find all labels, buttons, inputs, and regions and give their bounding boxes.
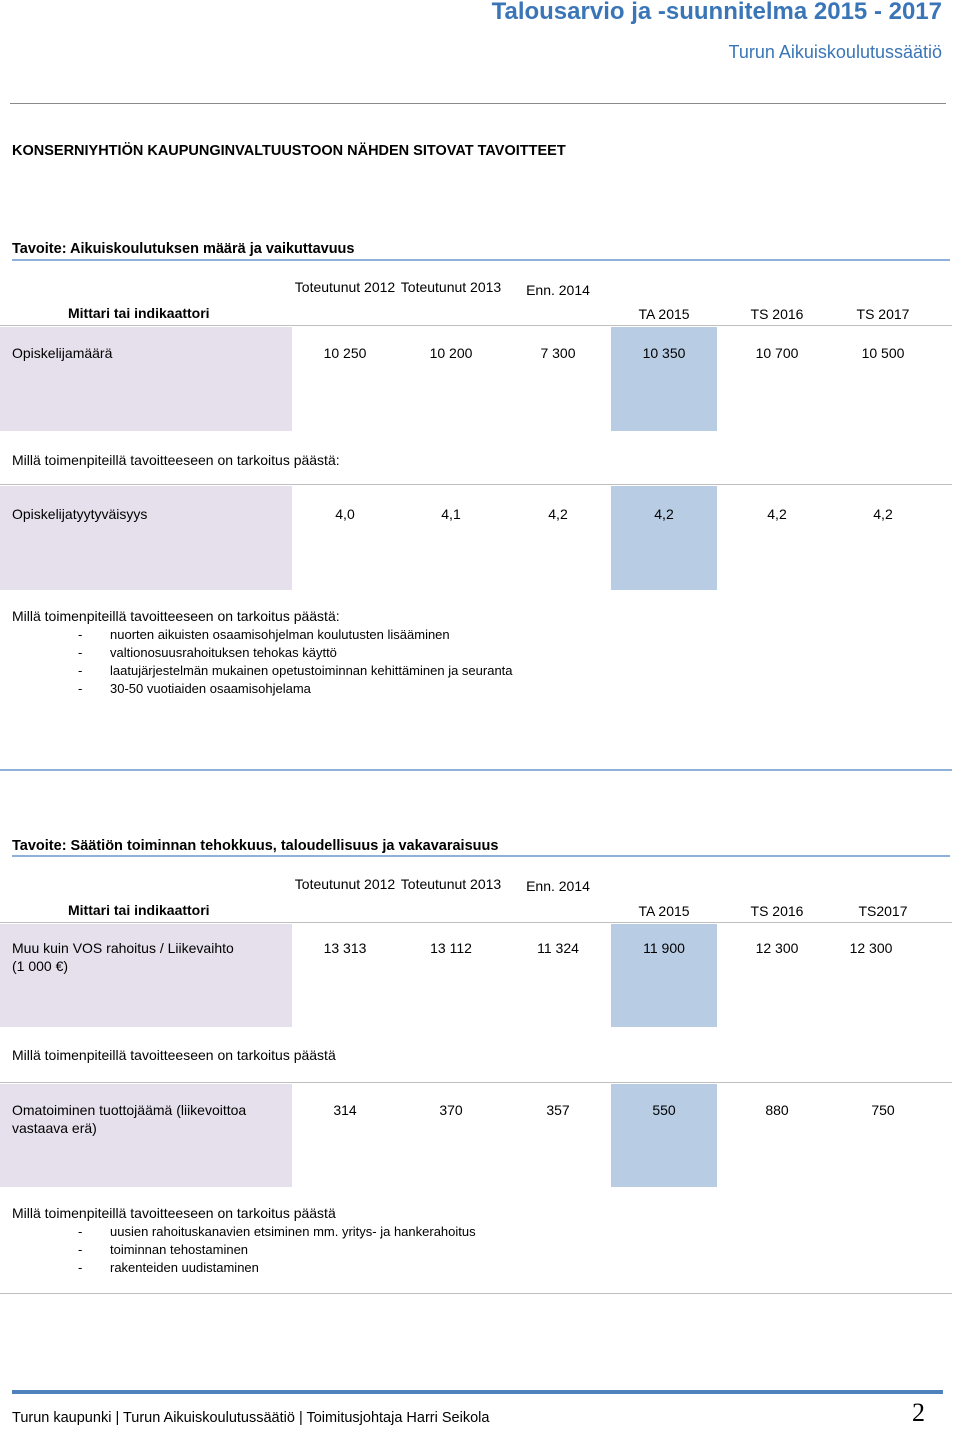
goal2-row2-label-line2: vastaava erä): [12, 1120, 97, 1136]
goal1-header-ts2017: TS 2017: [856, 306, 910, 322]
goal1-actions2-label: Millä toimenpiteillä tavoitteeseen on tarkoitus päästä:: [12, 608, 340, 624]
footer-divider: [12, 1390, 943, 1394]
goal1-row2-2012: 4,0: [335, 506, 355, 522]
goal1-header-divider: [0, 325, 952, 326]
list-item: - rakenteiden uudistaminen: [78, 1259, 476, 1277]
goal1-header-2013: Toteutunut 2013: [400, 279, 502, 295]
goal2-row1-label-line2: (1 000 €): [12, 958, 69, 974]
goal2-row2-2014: 357: [546, 1102, 570, 1118]
goal2-header-indicator: Mittari tai indikaattori: [68, 902, 210, 918]
goal1-row2-ta2015-cell: [611, 486, 717, 590]
goal2-header-2014: Enn. 2014: [526, 878, 590, 894]
goal1-row1-label-cell: [0, 327, 292, 431]
goal2-row2-ts2017: 750: [871, 1102, 895, 1118]
goal1-row1-2012: 10 250: [323, 345, 367, 361]
goal1-row1-2014: 7 300: [540, 345, 576, 361]
goal2-row-divider: [0, 1082, 952, 1083]
organization-name: Turun Aikuiskoulutussäätiö: [728, 42, 942, 62]
list-item: - valtionosuusrahoituksen tehokas käyttö: [78, 644, 513, 662]
goal1-row2-label: Opiskelijatyytyväisyys: [12, 506, 148, 522]
goal1-end-divider: [0, 769, 952, 771]
header-divider: [10, 103, 946, 104]
goal1-row2-ts2016: 4,2: [767, 506, 787, 522]
document-title: Talousarvio ja -suunnitelma 2015 - 2017: [491, 0, 942, 25]
goal1-row2-ts2017: 4,2: [873, 506, 893, 522]
list-item: - laatujärjestelmän mukainen opetustoiminnan kehittäminen ja seuranta: [78, 662, 513, 680]
goal2-row1-label-line1: Muu kuin VOS rahoitus / Liikevaihto: [12, 940, 234, 956]
goal1-row1-ta2015: 10 350: [642, 345, 686, 361]
goal2-row2-2013: 370: [439, 1102, 463, 1118]
goal1-title-underline: [12, 259, 950, 261]
list-item: - 30-50 vuotiaiden osaamisohjelama: [78, 680, 513, 698]
goal2-row1-ta2015: 11 900: [643, 940, 685, 956]
list-item: - uusien rahoituskanavien etsiminen mm. yritys- ja hankerahoitus: [78, 1223, 476, 1241]
goal1-title: Tavoite: Aikuiskoulutuksen määrä ja vaikuttavuus: [12, 241, 355, 257]
goal1-header-ts2016: TS 2016: [750, 306, 804, 322]
list-item: - nuorten aikuisten osaamisohjelman koulutusten lisääminen: [78, 626, 513, 644]
goal1-actions1-label: Millä toimenpiteillä tavoitteeseen on tarkoitus päästä:: [12, 452, 340, 468]
goal1-row1-ts2016: 10 700: [755, 345, 799, 361]
goal2-title: Tavoite: Säätiön toiminnan tehokkuus, taloudellisuus ja vakavaraisuus: [12, 838, 499, 854]
main-heading: KONSERNIYHTIÖN KAUPUNGINVALTUUSTOON NÄHDEN SITOVAT TAVOITTEET: [12, 143, 566, 159]
goal2-row1-2013: 13 112: [430, 940, 472, 956]
goal2-header-ta2015: TA 2015: [638, 903, 690, 919]
goal2-title-underline: [12, 855, 950, 857]
goal2-row2-label-line1: Omatoiminen tuottojäämä (liikevoittoa: [12, 1102, 247, 1118]
goal2-row1-2014: 11 324: [537, 940, 579, 956]
goal1-row1-ts2017: 10 500: [861, 345, 905, 361]
footer-text: Turun kaupunki | Turun Aikuiskoulutussäätiö | Toimitusjohtaja Harri Seikola: [12, 1410, 490, 1426]
list-item: - toiminnan tehostaminen: [78, 1241, 476, 1259]
goal1-row2-2014: 4,2: [548, 506, 568, 522]
goal2-header-2012: Toteutunut 2012: [294, 876, 396, 892]
goal2-end-divider: [0, 1293, 952, 1294]
goal2-row2-2012: 314: [333, 1102, 357, 1118]
goal2-actions2-label: Millä toimenpiteillä tavoitteeseen on tarkoitus päästä: [12, 1205, 336, 1221]
goal2-row1-2012: 13 313: [323, 940, 367, 956]
goal1-row2-2013: 4,1: [441, 506, 461, 522]
goal2-header-divider: [0, 922, 952, 923]
goal1-header-indicator: Mittari tai indikaattori: [68, 305, 210, 321]
goal2-row2-ts2016: 880: [765, 1102, 789, 1118]
goal1-row-divider: [0, 484, 952, 485]
goal2-header-ts2017: TS2017: [858, 903, 908, 919]
goal2-header-ts2016: TS 2016: [750, 903, 804, 919]
goal2-row2-ta2015-cell: [611, 1084, 717, 1187]
goal1-row1-ta2015-cell: [611, 327, 717, 431]
goal2-row1-ts2017: 12 300: [849, 940, 893, 956]
goal1-row1-2013: 10 200: [429, 345, 473, 361]
page-number: 2: [912, 1398, 925, 1427]
goal1-action-list: [78, 626, 513, 698]
goal1-row2-label-cell: [0, 486, 292, 590]
goal2-row2-ta2015: 550: [652, 1102, 676, 1118]
goal1-header-ta2015: TA 2015: [638, 306, 690, 322]
goal1-header-2012: Toteutunut 2012: [294, 279, 396, 295]
goal2-action-list: [78, 1223, 476, 1277]
goal1-row1-label: Opiskelijamäärä: [12, 345, 113, 361]
goal2-actions1-label: Millä toimenpiteillä tavoitteeseen on tarkoitus päästä: [12, 1047, 336, 1063]
goal2-header-2013: Toteutunut 2013: [400, 876, 502, 892]
goal1-row2-ta2015: 4,2: [654, 506, 674, 522]
goal2-row1-ts2016: 12 300: [755, 940, 799, 956]
goal1-header-2014: Enn. 2014: [526, 282, 590, 298]
